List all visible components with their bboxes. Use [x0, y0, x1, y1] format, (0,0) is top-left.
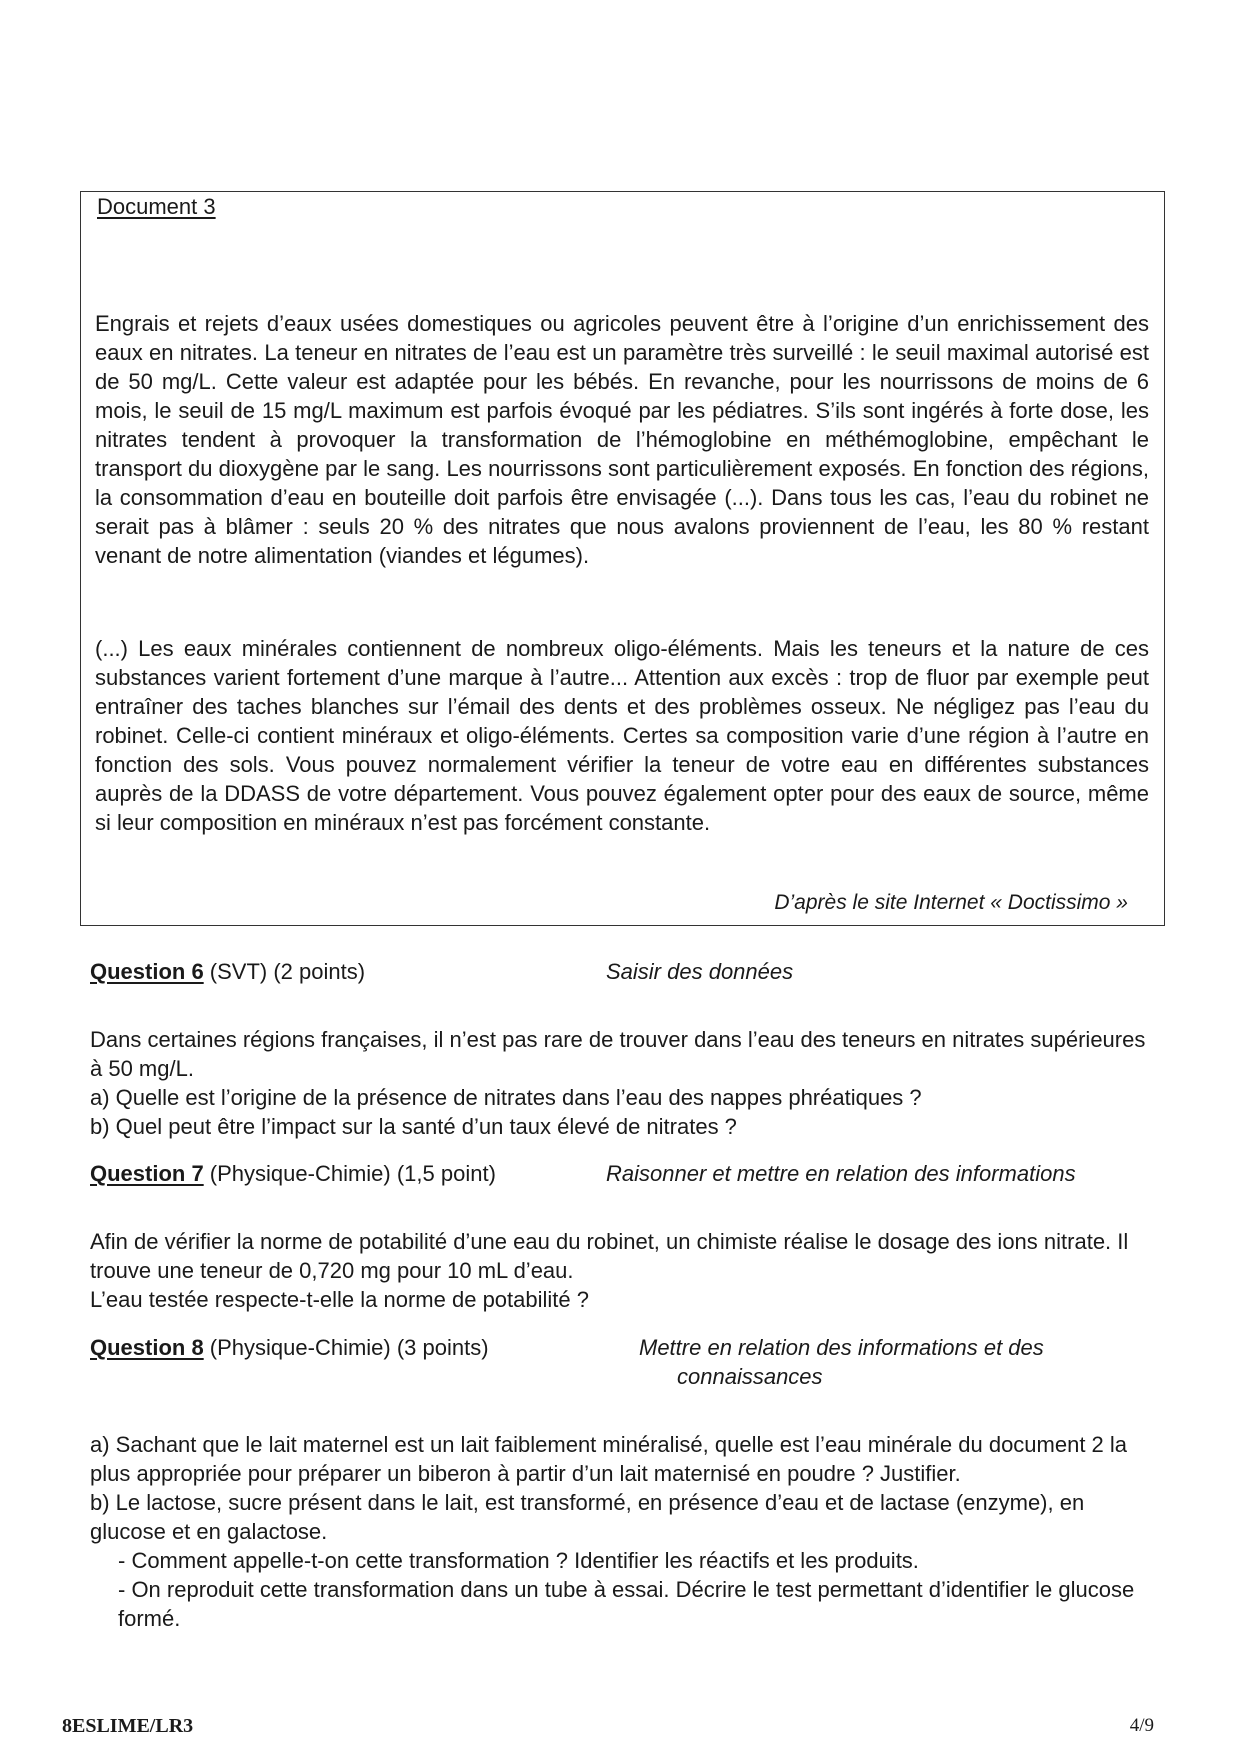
question-7-header: [90, 1161, 496, 1187]
question-8-skill-line-1: Mettre en relation des informations et des: [639, 1335, 1044, 1360]
question-6-intro: Dans certaines régions françaises, il n’est pas rare de trouver dans l’eau des teneurs en nitrates supérieures à 50 mg/L.: [90, 1027, 1146, 1081]
question-6-b: b) Quel peut être l’impact sur la santé d’un taux élevé de nitrates ?: [90, 1114, 737, 1139]
question-8-b-item-1: - Comment appelle-t-on cette transformation ? Identifier les réactifs et les produits.: [118, 1548, 919, 1573]
question-7-skill: Raisonner et mettre en relation des informations: [606, 1161, 1076, 1186]
question-7-meta: (Physique-Chimie) (1,5 point): [203, 1161, 496, 1186]
question-7-title: Question 7: [90, 1161, 204, 1186]
document-source: D’après le site Internet « Doctissimo »: [774, 891, 1128, 914]
question-8-b-item-2: - On reproduit cette transformation dans un tube à essai. Décrire le test permettant d’identifier le glucose formé.: [118, 1577, 1135, 1631]
question-7-body: [90, 1227, 1150, 1314]
question-6-meta: (SVT) (2 points): [203, 959, 366, 984]
question-6-skill: Saisir des données: [606, 959, 794, 984]
question-7-line-2: L’eau testée respecte-t-elle la norme de potabilité ?: [90, 1287, 589, 1312]
footer-exam-code: 8ESLIME/LR3: [62, 1715, 194, 1737]
question-8-skill-line-2: connaissances: [677, 1364, 823, 1389]
question-7-line-1: Afin de vérifier la norme de potabilité d’une eau du robinet, un chimiste réalise le dosage des ions nitrate. Il trouve une teneur de 0,720 mg pour 10 mL d’eau.: [90, 1229, 1129, 1283]
document-paragraph-1: Engrais et rejets d’eaux usées domestiques ou agricoles peuvent être à l’origine d’un enrichissement des eaux en nitrates. La teneur en nitrates de l’eau est un paramètre très surveillé : le seuil maximal autorisé est de 50 mg/L. Cette valeur est adaptée pour les bébés. En revanche, pour les nourrissons de moins de 6 mois, le seuil de 15 mg/L maximum est parfois évoqué par les pédiatres. S’ils sont ingérés à forte dose, les nitrates tendent à provoquer la transformation de l’hémoglobine en méthémoglobine, empêchant le transport du dioxygène par le sang. Les nourrissons sont particulièrement exposés. En fonction des régions, la consommation d’eau en bouteille doit parfois être envisagée (...). Dans tous les cas, l’eau du robinet ne serait pas à blâmer : seuls 20 % des nitrates que nous avalons proviennent de l’eau, les 80 % restant venant de notre alimentation (viandes et légumes).: [95, 311, 1149, 568]
document-3-box: [80, 191, 1165, 926]
question-8-header: [90, 1335, 489, 1361]
document-title: Document 3: [97, 194, 216, 219]
footer-page-number: 4/9: [1129, 1715, 1154, 1736]
question-8-meta: (Physique-Chimie) (3 points): [203, 1335, 489, 1360]
question-6-a: a) Quelle est l’origine de la présence de nitrates dans l’eau des nappes phréatiques ?: [90, 1085, 922, 1110]
question-8-a: a) Sachant que le lait maternel est un lait faiblement minéralisé, quelle est l’eau minérale du document 2 la plus appropriée pour préparer un biberon à partir d’un lait maternisé en poudre ? Justifier.: [90, 1432, 1128, 1486]
question-6-title: Question 6: [90, 959, 204, 984]
question-6-body: [90, 1025, 1150, 1141]
document-paragraph-2: (...) Les eaux minérales contiennent de nombreux oligo-éléments. Mais les teneurs et la nature de ces substances varient fortement d’une marque à l’autre... Attention aux excès : trop de fluor par exemple peut entraîner des taches blanches sur l’émail des dents et des problèmes osseux. Ne négligez pas l’eau du robinet. Celle-ci contient minéraux et oligo-éléments. Certes sa composition varie d’une région à l’autre en fonction des sols. Vous pouvez normalement vérifier la teneur de votre eau en différentes substances auprès de la DDASS de votre département. Vous pouvez également opter pour des eaux de source, même si leur composition en minéraux n’est pas forcément constante.: [95, 636, 1149, 835]
question-6-header: [90, 959, 365, 985]
question-8-body: [90, 1430, 1150, 1633]
question-8-b: b) Le lactose, sucre présent dans le lait, est transformé, en présence d’eau et de lactase (enzyme), en glucose et en galactose.: [90, 1490, 1085, 1544]
question-8-title: Question 8: [90, 1335, 204, 1360]
